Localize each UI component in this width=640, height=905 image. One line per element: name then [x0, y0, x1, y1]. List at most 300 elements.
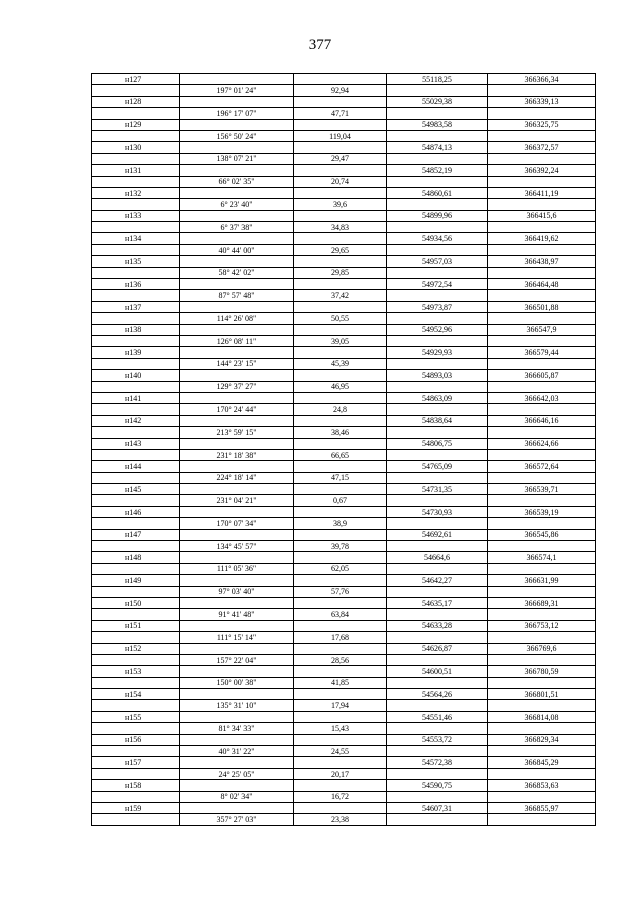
- table-row-point: [92, 780, 596, 791]
- direction-angle-cell: 87° 57' 48": [180, 290, 294, 301]
- x-coordinate-cell: [387, 358, 488, 369]
- y-coordinate-cell: 366392,24: [488, 165, 596, 176]
- point-cell: н139: [92, 347, 180, 358]
- table-row-segment: [92, 427, 596, 438]
- x-coordinate-cell: [387, 381, 488, 392]
- distance-cell: 39,05: [294, 335, 387, 346]
- direction-angle-cell: [180, 392, 294, 403]
- table-row-point: [92, 415, 596, 426]
- point-cell: н137: [92, 301, 180, 312]
- x-coordinate-cell: [387, 700, 488, 711]
- table-row-point: [92, 506, 596, 517]
- x-coordinate-cell: [387, 176, 488, 187]
- y-coordinate-cell: [488, 563, 596, 574]
- point-cell: [92, 404, 180, 415]
- direction-angle-cell: 170° 07' 34": [180, 518, 294, 529]
- table-row-segment: [92, 677, 596, 688]
- point-cell: н143: [92, 438, 180, 449]
- table-row-point: [92, 74, 596, 85]
- y-coordinate-cell: 366829,34: [488, 734, 596, 745]
- point-cell: [92, 222, 180, 233]
- point-cell: н159: [92, 803, 180, 814]
- y-coordinate-cell: 366415,6: [488, 210, 596, 221]
- table-row-segment: [92, 199, 596, 210]
- table-row-segment: [92, 768, 596, 779]
- y-coordinate-cell: 366853,63: [488, 780, 596, 791]
- x-coordinate-cell: [387, 108, 488, 119]
- table-row-segment: [92, 381, 596, 392]
- table-row-segment: [92, 654, 596, 665]
- distance-cell: [294, 370, 387, 381]
- x-coordinate-cell: [387, 814, 488, 825]
- point-cell: [92, 723, 180, 734]
- point-cell: н147: [92, 529, 180, 540]
- direction-angle-cell: 197° 01' 24": [180, 85, 294, 96]
- table-row-point: [92, 803, 596, 814]
- distance-cell: 38,46: [294, 427, 387, 438]
- distance-cell: [294, 529, 387, 540]
- x-coordinate-cell: 54600,51: [387, 666, 488, 677]
- x-coordinate-cell: [387, 313, 488, 324]
- point-cell: [92, 85, 180, 96]
- distance-cell: 47,15: [294, 472, 387, 483]
- x-coordinate-cell: 54692,61: [387, 529, 488, 540]
- table-row-segment: [92, 723, 596, 734]
- y-coordinate-cell: [488, 108, 596, 119]
- table-row-point: [92, 529, 596, 540]
- distance-cell: 63,84: [294, 609, 387, 620]
- direction-angle-cell: [180, 734, 294, 745]
- x-coordinate-cell: 54607,31: [387, 803, 488, 814]
- table-row-point: [92, 666, 596, 677]
- direction-angle-cell: [180, 506, 294, 517]
- point-cell: н131: [92, 165, 180, 176]
- point-cell: [92, 541, 180, 552]
- x-coordinate-cell: 54957,03: [387, 256, 488, 267]
- y-coordinate-cell: [488, 267, 596, 278]
- y-coordinate-cell: [488, 723, 596, 734]
- point-cell: [92, 267, 180, 278]
- table-row-point: [92, 597, 596, 608]
- distance-cell: [294, 74, 387, 85]
- direction-angle-cell: [180, 484, 294, 495]
- point-cell: [92, 814, 180, 825]
- table-row-segment: [92, 404, 596, 415]
- x-coordinate-cell: 55029,38: [387, 96, 488, 107]
- page-number: 377: [308, 37, 332, 53]
- distance-cell: 47,71: [294, 108, 387, 119]
- x-coordinate-cell: 54860,61: [387, 187, 488, 198]
- direction-angle-cell: 8° 02' 34": [180, 791, 294, 802]
- y-coordinate-cell: [488, 791, 596, 802]
- point-cell: [92, 632, 180, 643]
- distance-cell: 38,9: [294, 518, 387, 529]
- y-coordinate-cell: [488, 518, 596, 529]
- table-row-point: [92, 301, 596, 312]
- y-coordinate-cell: [488, 381, 596, 392]
- x-coordinate-cell: [387, 791, 488, 802]
- direction-angle-cell: 357° 27' 03": [180, 814, 294, 825]
- point-cell: н127: [92, 74, 180, 85]
- point-cell: [92, 518, 180, 529]
- direction-angle-cell: 114° 26' 08": [180, 313, 294, 324]
- direction-angle-cell: [180, 803, 294, 814]
- table-row-point: [92, 575, 596, 586]
- x-coordinate-cell: 54838,64: [387, 415, 488, 426]
- distance-cell: [294, 96, 387, 107]
- direction-angle-cell: 111° 15' 14": [180, 632, 294, 643]
- direction-angle-cell: 40° 31' 22": [180, 746, 294, 757]
- table-row-point: [92, 233, 596, 244]
- x-coordinate-cell: [387, 199, 488, 210]
- distance-cell: 45,39: [294, 358, 387, 369]
- distance-cell: 20,17: [294, 768, 387, 779]
- y-coordinate-cell: [488, 176, 596, 187]
- distance-cell: [294, 780, 387, 791]
- y-coordinate-cell: 366780,59: [488, 666, 596, 677]
- distance-cell: [294, 666, 387, 677]
- table-row-segment: [92, 700, 596, 711]
- direction-angle-cell: [180, 347, 294, 358]
- y-coordinate-cell: 366845,29: [488, 757, 596, 768]
- distance-cell: [294, 597, 387, 608]
- x-coordinate-cell: 54551,46: [387, 711, 488, 722]
- direction-angle-cell: 157° 22' 04": [180, 654, 294, 665]
- table-row-point: [92, 210, 596, 221]
- point-cell: [92, 176, 180, 187]
- point-cell: [92, 472, 180, 483]
- distance-cell: 46,95: [294, 381, 387, 392]
- direction-angle-cell: [180, 301, 294, 312]
- direction-angle-cell: 126° 08' 11": [180, 335, 294, 346]
- distance-cell: 29,47: [294, 153, 387, 164]
- direction-angle-cell: 58° 42' 02": [180, 267, 294, 278]
- direction-angle-cell: 24° 25' 05": [180, 768, 294, 779]
- point-cell: н129: [92, 119, 180, 130]
- x-coordinate-cell: 54664,6: [387, 552, 488, 563]
- y-coordinate-cell: [488, 632, 596, 643]
- y-coordinate-cell: [488, 814, 596, 825]
- point-cell: [92, 791, 180, 802]
- x-coordinate-cell: 54731,35: [387, 484, 488, 495]
- distance-cell: 24,55: [294, 746, 387, 757]
- x-coordinate-cell: [387, 518, 488, 529]
- distance-cell: [294, 803, 387, 814]
- point-cell: [92, 427, 180, 438]
- direction-angle-cell: 150° 00' 38": [180, 677, 294, 688]
- direction-angle-cell: 129° 37' 27": [180, 381, 294, 392]
- point-cell: [92, 199, 180, 210]
- distance-cell: 62,05: [294, 563, 387, 574]
- table-row-segment: [92, 609, 596, 620]
- distance-cell: [294, 301, 387, 312]
- table-row-segment: [92, 746, 596, 757]
- y-coordinate-cell: 366325,75: [488, 119, 596, 130]
- table-row-point: [92, 734, 596, 745]
- direction-angle-cell: 224° 18' 14": [180, 472, 294, 483]
- y-coordinate-cell: 366605,87: [488, 370, 596, 381]
- table-row-segment: [92, 313, 596, 324]
- x-coordinate-cell: 54929,93: [387, 347, 488, 358]
- distance-cell: [294, 165, 387, 176]
- point-cell: [92, 335, 180, 346]
- distance-cell: [294, 643, 387, 654]
- y-coordinate-cell: 366572,64: [488, 461, 596, 472]
- distance-cell: [294, 484, 387, 495]
- direction-angle-cell: 91° 41' 48": [180, 609, 294, 620]
- direction-angle-cell: 6° 37' 38": [180, 222, 294, 233]
- x-coordinate-cell: 54642,27: [387, 575, 488, 586]
- table-row-point: [92, 347, 596, 358]
- x-coordinate-cell: 54553,72: [387, 734, 488, 745]
- x-coordinate-cell: [387, 586, 488, 597]
- point-cell: [92, 358, 180, 369]
- point-cell: н154: [92, 689, 180, 700]
- x-coordinate-cell: [387, 677, 488, 688]
- direction-angle-cell: [180, 142, 294, 153]
- table-row-segment: [92, 563, 596, 574]
- point-cell: н158: [92, 780, 180, 791]
- y-coordinate-cell: 366689,31: [488, 597, 596, 608]
- table-row-point: [92, 757, 596, 768]
- point-cell: н138: [92, 324, 180, 335]
- direction-angle-cell: [180, 552, 294, 563]
- x-coordinate-cell: 54952,96: [387, 324, 488, 335]
- direction-angle-cell: 6° 23' 40": [180, 199, 294, 210]
- direction-angle-cell: [180, 279, 294, 290]
- x-coordinate-cell: 54973,87: [387, 301, 488, 312]
- y-coordinate-cell: [488, 335, 596, 346]
- point-cell: [92, 108, 180, 119]
- direction-angle-cell: [180, 119, 294, 130]
- y-coordinate-cell: [488, 313, 596, 324]
- table-row-segment: [92, 541, 596, 552]
- y-coordinate-cell: 366539,19: [488, 506, 596, 517]
- point-cell: н140: [92, 370, 180, 381]
- direction-angle-cell: [180, 187, 294, 198]
- x-coordinate-cell: 54983,58: [387, 119, 488, 130]
- direction-angle-cell: 213° 59' 15": [180, 427, 294, 438]
- table-row-segment: [92, 130, 596, 141]
- distance-cell: 57,76: [294, 586, 387, 597]
- point-cell: [92, 563, 180, 574]
- x-coordinate-cell: 54972,54: [387, 279, 488, 290]
- x-coordinate-cell: [387, 335, 488, 346]
- y-coordinate-cell: 366539,71: [488, 484, 596, 495]
- point-cell: [92, 153, 180, 164]
- x-coordinate-cell: 54572,38: [387, 757, 488, 768]
- point-cell: [92, 768, 180, 779]
- x-coordinate-cell: [387, 495, 488, 506]
- table-row-segment: [92, 108, 596, 119]
- direction-angle-cell: [180, 415, 294, 426]
- table-row-point: [92, 484, 596, 495]
- y-coordinate-cell: [488, 654, 596, 665]
- point-cell: [92, 290, 180, 301]
- table-row-point: [92, 689, 596, 700]
- y-coordinate-cell: [488, 427, 596, 438]
- point-cell: [92, 313, 180, 324]
- distance-cell: [294, 324, 387, 335]
- point-cell: н135: [92, 256, 180, 267]
- y-coordinate-cell: 366339,13: [488, 96, 596, 107]
- point-cell: н144: [92, 461, 180, 472]
- table-row-point: [92, 279, 596, 290]
- y-coordinate-cell: [488, 495, 596, 506]
- x-coordinate-cell: [387, 290, 488, 301]
- distance-cell: [294, 415, 387, 426]
- y-coordinate-cell: 366438,97: [488, 256, 596, 267]
- direction-angle-cell: 231° 18' 38": [180, 449, 294, 460]
- point-cell: н132: [92, 187, 180, 198]
- direction-angle-cell: [180, 74, 294, 85]
- table-row-point: [92, 96, 596, 107]
- x-coordinate-cell: 54806,75: [387, 438, 488, 449]
- direction-angle-cell: 66° 02' 35": [180, 176, 294, 187]
- point-cell: [92, 586, 180, 597]
- distance-cell: 37,42: [294, 290, 387, 301]
- direction-angle-cell: [180, 96, 294, 107]
- y-coordinate-cell: [488, 153, 596, 164]
- x-coordinate-cell: [387, 632, 488, 643]
- table-row-segment: [92, 290, 596, 301]
- distance-cell: 23,38: [294, 814, 387, 825]
- x-coordinate-cell: 54564,26: [387, 689, 488, 700]
- direction-angle-cell: 196° 17' 07": [180, 108, 294, 119]
- direction-angle-cell: 97° 03' 40": [180, 586, 294, 597]
- y-coordinate-cell: [488, 677, 596, 688]
- point-cell: н128: [92, 96, 180, 107]
- distance-cell: [294, 734, 387, 745]
- point-cell: н146: [92, 506, 180, 517]
- direction-angle-cell: 144° 23' 15": [180, 358, 294, 369]
- distance-cell: 39,78: [294, 541, 387, 552]
- direction-angle-cell: [180, 461, 294, 472]
- table-row-segment: [92, 495, 596, 506]
- point-cell: н153: [92, 666, 180, 677]
- table-row-point: [92, 256, 596, 267]
- x-coordinate-cell: [387, 449, 488, 460]
- y-coordinate-cell: 366574,1: [488, 552, 596, 563]
- x-coordinate-cell: [387, 563, 488, 574]
- direction-angle-cell: [180, 324, 294, 335]
- x-coordinate-cell: 54874,13: [387, 142, 488, 153]
- distance-cell: 24,8: [294, 404, 387, 415]
- direction-angle-cell: [180, 711, 294, 722]
- distance-cell: [294, 392, 387, 403]
- direction-angle-cell: 40° 44' 00": [180, 244, 294, 255]
- point-cell: [92, 677, 180, 688]
- distance-cell: [294, 187, 387, 198]
- direction-angle-cell: [180, 689, 294, 700]
- distance-cell: 28,56: [294, 654, 387, 665]
- x-coordinate-cell: [387, 609, 488, 620]
- x-coordinate-cell: 54633,28: [387, 620, 488, 631]
- distance-cell: 16,72: [294, 791, 387, 802]
- point-cell: [92, 244, 180, 255]
- distance-cell: [294, 575, 387, 586]
- distance-cell: [294, 461, 387, 472]
- table-row-point: [92, 119, 596, 130]
- direction-angle-cell: 231° 04' 21": [180, 495, 294, 506]
- table-row-segment: [92, 814, 596, 825]
- x-coordinate-cell: [387, 768, 488, 779]
- distance-cell: [294, 711, 387, 722]
- y-coordinate-cell: [488, 700, 596, 711]
- y-coordinate-cell: [488, 609, 596, 620]
- distance-cell: 39,6: [294, 199, 387, 210]
- direction-angle-cell: [180, 643, 294, 654]
- distance-cell: 50,55: [294, 313, 387, 324]
- table-row-segment: [92, 472, 596, 483]
- y-coordinate-cell: 366642,03: [488, 392, 596, 403]
- table-row-segment: [92, 586, 596, 597]
- table-row-segment: [92, 267, 596, 278]
- point-cell: [92, 654, 180, 665]
- y-coordinate-cell: 366419,62: [488, 233, 596, 244]
- y-coordinate-cell: 366814,08: [488, 711, 596, 722]
- direction-angle-cell: [180, 757, 294, 768]
- distance-cell: 119,04: [294, 130, 387, 141]
- table-row-segment: [92, 518, 596, 529]
- x-coordinate-cell: [387, 723, 488, 734]
- y-coordinate-cell: 366366,34: [488, 74, 596, 85]
- point-cell: н148: [92, 552, 180, 563]
- direction-angle-cell: [180, 529, 294, 540]
- point-cell: н130: [92, 142, 180, 153]
- y-coordinate-cell: [488, 358, 596, 369]
- table-row-segment: [92, 335, 596, 346]
- x-coordinate-cell: 55118,25: [387, 74, 488, 85]
- x-coordinate-cell: 54863,09: [387, 392, 488, 403]
- direction-angle-cell: [180, 575, 294, 586]
- distance-cell: 20,74: [294, 176, 387, 187]
- distance-cell: [294, 689, 387, 700]
- y-coordinate-cell: [488, 222, 596, 233]
- y-coordinate-cell: 366753,12: [488, 620, 596, 631]
- table-row-point: [92, 620, 596, 631]
- distance-cell: [294, 552, 387, 563]
- y-coordinate-cell: 366624,66: [488, 438, 596, 449]
- direction-angle-cell: [180, 666, 294, 677]
- point-cell: [92, 700, 180, 711]
- direction-angle-cell: 134° 45' 57": [180, 541, 294, 552]
- direction-angle-cell: [180, 165, 294, 176]
- point-cell: н151: [92, 620, 180, 631]
- distance-cell: [294, 119, 387, 130]
- y-coordinate-cell: [488, 746, 596, 757]
- distance-cell: 17,94: [294, 700, 387, 711]
- table-row-segment: [92, 244, 596, 255]
- x-coordinate-cell: 54635,17: [387, 597, 488, 608]
- y-coordinate-cell: [488, 541, 596, 552]
- y-coordinate-cell: [488, 290, 596, 301]
- distance-cell: [294, 279, 387, 290]
- y-coordinate-cell: 366579,44: [488, 347, 596, 358]
- point-cell: [92, 381, 180, 392]
- direction-angle-cell: [180, 438, 294, 449]
- point-cell: н142: [92, 415, 180, 426]
- point-cell: [92, 495, 180, 506]
- x-coordinate-cell: [387, 654, 488, 665]
- x-coordinate-cell: [387, 153, 488, 164]
- distance-cell: [294, 347, 387, 358]
- x-coordinate-cell: 54934,56: [387, 233, 488, 244]
- direction-angle-cell: [180, 620, 294, 631]
- direction-angle-cell: 170° 24' 44": [180, 404, 294, 415]
- x-coordinate-cell: 54590,75: [387, 780, 488, 791]
- y-coordinate-cell: [488, 449, 596, 460]
